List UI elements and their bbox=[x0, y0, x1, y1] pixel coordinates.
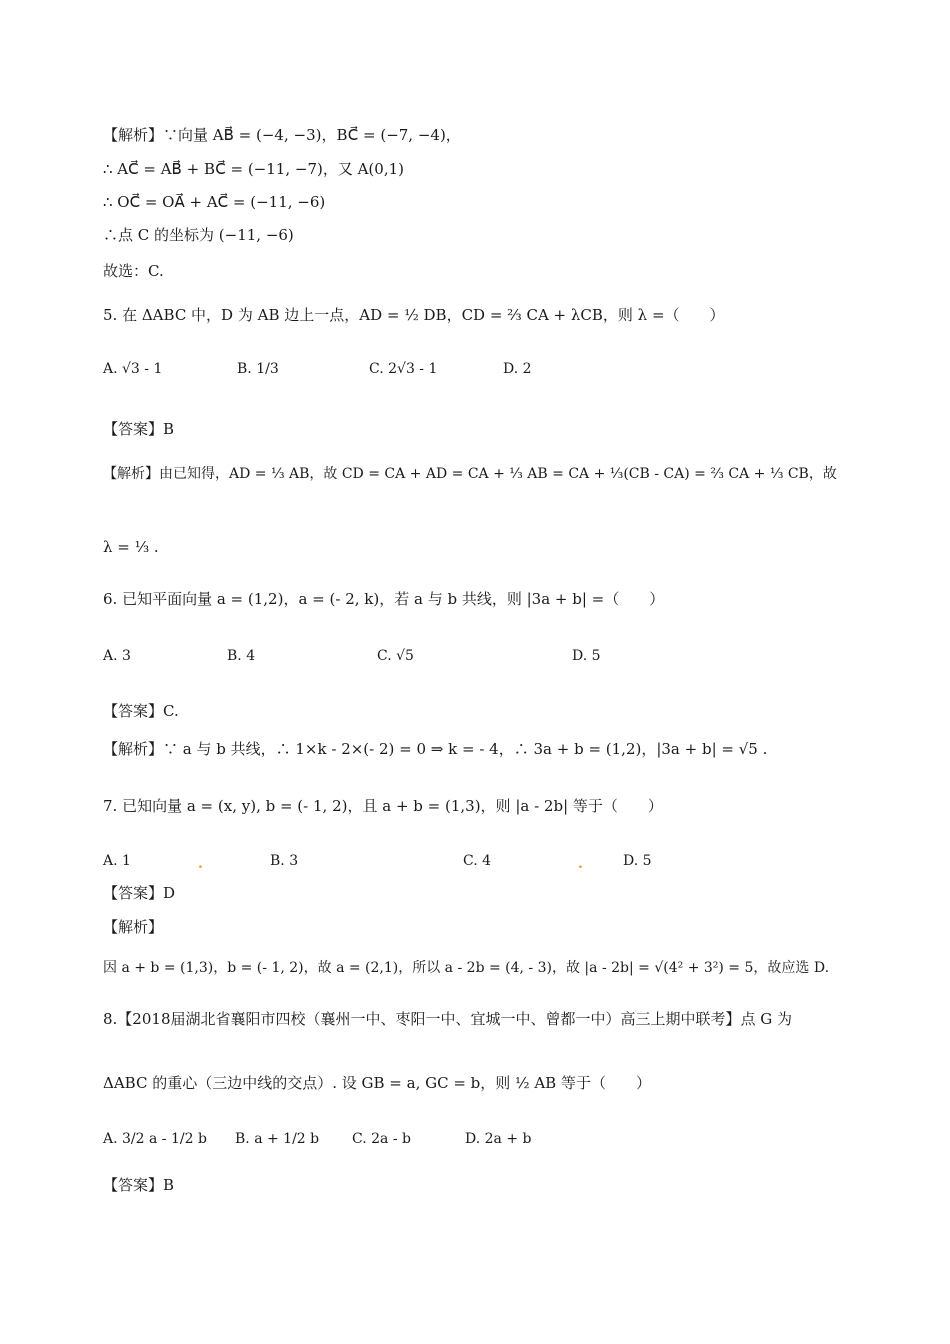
answer-7: 【答案】D bbox=[103, 884, 176, 902]
question-6: 6. 已知平面向量 a = (1,2)，a = (- 2, k)，若 a 与 b 共线，则 |3a + b| =（ ） bbox=[103, 590, 665, 608]
q5-option-b: B. 1/3 bbox=[237, 361, 279, 377]
q6-option-d: D. 5 bbox=[572, 648, 601, 664]
q8-option-c: C. 2a - b bbox=[352, 1131, 411, 1147]
question-8-continued: ΔABC 的重心（三边中线的交点）. 设 GB = a, GC = b，则 ½ AB 等于（ ） bbox=[103, 1074, 651, 1092]
solution-line-point-c: ∴点 C 的坐标为 (−11, −6) bbox=[103, 226, 294, 244]
q7-option-d: D. 5 bbox=[623, 853, 652, 869]
answer-5: 【答案】B bbox=[103, 420, 175, 438]
solution-5: 【解析】由已知得，AD = ⅓ AB，故 CD = CA + AD = CA + ⅓ AB = CA + ⅓(CB - CA) = ⅔ CA + ⅓ CB，故 bbox=[103, 466, 837, 482]
solution-choice: 故选：C. bbox=[103, 262, 164, 280]
solution-7: 因 a + b = (1,3)，b = (- 1, 2)，故 a = (2,1)，所以 a - 2b = (4, - 3)，故 |a - 2b| = √(4² + 3²) = 5，故应选 D. bbox=[103, 960, 830, 976]
question-5: 5. 在 ΔABC 中，D 为 AB 边上一点，AD = ½ DB，CD = ⅔ CA + λCB，则 λ =（ ） bbox=[103, 306, 725, 324]
q7-option-a: A. 1 bbox=[103, 853, 131, 869]
q7-option-c: C. 4 bbox=[463, 853, 492, 869]
decoration-dot: . bbox=[198, 856, 203, 872]
q6-option-c: C. √5 bbox=[377, 648, 414, 664]
question-7: 7. 已知向量 a = (x, y), b = (- 1, 2)，且 a + b = (1,3)，则 |a - 2b| 等于（ ） bbox=[103, 797, 663, 815]
solution-line-ac: ∴ AC⃗ = AB⃗ + BC⃗ = (−11, −7)，又 A(0,1) bbox=[103, 160, 404, 178]
q8-option-b: B. a + 1/2 b bbox=[235, 1131, 320, 1147]
solution-line-oc: ∴ OC⃗ = OA⃗ + AC⃗ = (−11, −6) bbox=[103, 193, 326, 211]
q5-option-c: C. 2√3 - 1 bbox=[369, 361, 438, 377]
q6-option-b: B. 4 bbox=[227, 648, 256, 664]
solution-5-result: λ = ⅓ . bbox=[103, 538, 159, 556]
answer-6: 【答案】C. bbox=[103, 702, 179, 720]
solution-6: 【解析】∵ a 与 b 共线，∴ 1×k - 2×(- 2) = 0 ⇒ k = - 4，∴ 3a + b = (1,2)，|3a + b| = √5 . bbox=[103, 740, 768, 758]
solution-line-vectors: 【解析】∵向量 AB⃗ = (−4, −3)，BC⃗ = (−7, −4)， bbox=[103, 126, 461, 144]
q8-option-d: D. 2a + b bbox=[465, 1131, 532, 1147]
q5-option-a: A. √3 - 1 bbox=[103, 361, 163, 377]
solution-7-heading: 【解析】 bbox=[103, 918, 164, 936]
q5-option-d: D. 2 bbox=[503, 361, 532, 377]
decoration-dot: . bbox=[578, 856, 583, 872]
q7-option-b: B. 3 bbox=[270, 853, 299, 869]
q8-option-a: A. 3/2 a - 1/2 b bbox=[103, 1131, 207, 1147]
question-8: 8.【2018届湖北省襄阳市四校（襄州一中、枣阳一中、宜城一中、曾都一中）高三上期中联考】点 G 为 bbox=[103, 1010, 793, 1028]
q6-option-a: A. 3 bbox=[103, 648, 131, 664]
answer-8: 【答案】B bbox=[103, 1176, 175, 1194]
